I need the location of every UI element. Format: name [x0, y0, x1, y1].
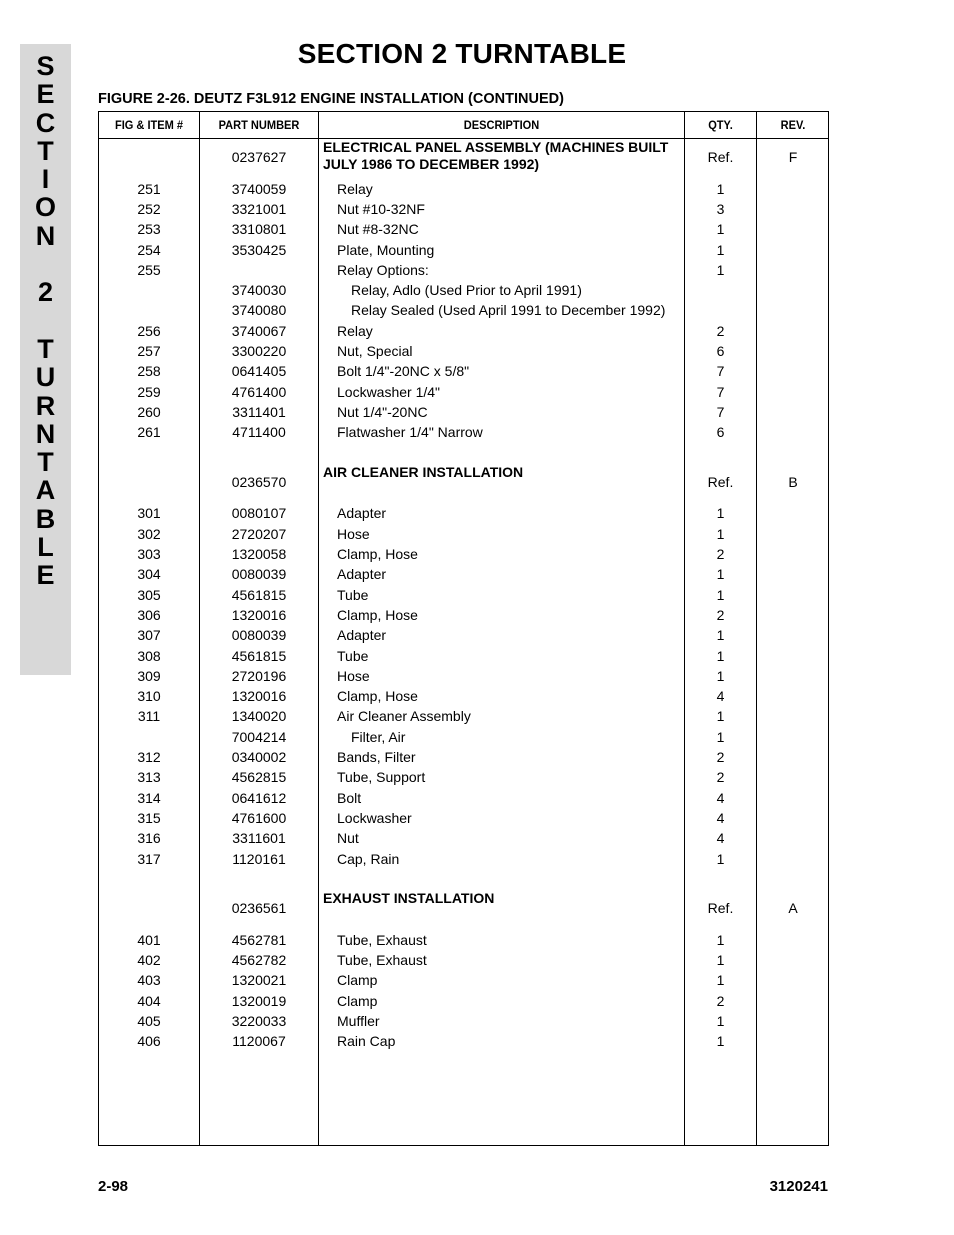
side-tab-letter: L [37, 532, 54, 563]
cell-description: Nut 1/4"-20NC [337, 403, 428, 420]
cell-part-number: 3311401 [232, 403, 286, 420]
cell-item-number: 309 [137, 667, 161, 684]
cell-part-number: 1120161 [232, 850, 286, 867]
cell-qty: 1 [716, 708, 725, 725]
cell-item-number: 305 [137, 586, 161, 603]
cell-description: Tube [337, 586, 369, 603]
cell-item-number: 313 [137, 769, 161, 786]
cell-part-number: 0080107 [231, 505, 287, 522]
section-side-tab-letters [20, 52, 71, 590]
cell-part-number: 1120067 [232, 1033, 286, 1050]
side-tab-letter: B [35, 503, 56, 534]
cell-description: Clamp, Hose [337, 606, 418, 623]
cell-qty: Ref. [707, 149, 734, 165]
cell-description: Rain Cap [337, 1033, 396, 1050]
cell-part-number: 1320019 [231, 992, 287, 1009]
cell-qty: 1 [716, 180, 725, 197]
cell-description: Plate, Mounting [337, 241, 435, 258]
cell-qty: 3 [716, 200, 725, 217]
cell-item-number: 304 [137, 566, 161, 583]
side-tab-letter: E [36, 560, 55, 591]
cell-item-number: 402 [137, 952, 161, 968]
cell-qty: 7 [716, 363, 725, 380]
cell-part-number: 3740030 [231, 282, 287, 299]
cell-item-number: 315 [137, 809, 161, 826]
cell-part-number: 4561815 [231, 586, 287, 603]
cell-description: Clamp, Hose [337, 546, 418, 562]
cell-description: Nut, Special [337, 343, 413, 359]
cell-qty: 1 [716, 667, 725, 684]
cell-item-number: 312 [137, 749, 161, 765]
cell-qty: 1 [716, 931, 725, 948]
cell-part-number: 4562781 [231, 931, 287, 948]
cell-part-number: 1320016 [231, 688, 287, 705]
cell-qty: 1 [716, 261, 725, 278]
cell-part-number: 3300220 [231, 343, 287, 359]
side-tab-letter: R [35, 390, 56, 421]
cell-qty: 1 [716, 972, 725, 989]
cell-qty: 1 [716, 952, 725, 968]
cell-description: Hose [337, 667, 370, 684]
cell-description: AIR CLEANER INSTALLATION [323, 463, 524, 480]
cell-part-number: 1320016 [231, 606, 287, 623]
side-tab-letter: N [35, 220, 56, 251]
parts-table [98, 111, 829, 1146]
cell-description: Relay Sealed (Used April 1991 to December 1992) [351, 302, 666, 319]
side-tab-letter: I [41, 164, 50, 195]
cell-description: Nut [337, 830, 359, 847]
cell-part-number: 3311601 [232, 830, 286, 847]
cell-qty: 4 [716, 789, 725, 806]
cell-description: Adapter [337, 505, 387, 522]
cell-qty: 4 [716, 688, 725, 705]
cell-item-number: 302 [137, 525, 161, 542]
cell-description: Relay, Adlo (Used Prior to April 1991) [351, 282, 582, 299]
cell-description: Cap, Rain [337, 850, 400, 867]
cell-item-number: 259 [137, 383, 161, 400]
cell-rev: A [788, 900, 798, 917]
cell-description: Adapter [337, 627, 387, 644]
document-number: 3120241 [769, 1178, 828, 1195]
cell-description: Tube, Exhaust [337, 952, 427, 968]
cell-description: Bolt [337, 789, 362, 806]
cell-description: Relay Options: [337, 261, 429, 278]
cell-description: Relay [337, 180, 373, 197]
side-tab-letter: C [35, 107, 56, 138]
cell-part-number: 1340020 [231, 708, 287, 725]
cell-description: Hose [337, 525, 370, 542]
cell-description: Tube, Exhaust [337, 931, 427, 948]
cell-item-number: 252 [137, 200, 161, 217]
cell-part-number: 0080039 [231, 566, 287, 583]
side-tab-letter: N [35, 418, 56, 449]
cell-description: Relay [337, 322, 373, 339]
cell-item-number: 258 [137, 363, 161, 380]
side-tab-letter: A [35, 475, 56, 506]
cell-description: Lockwasher 1/4" [337, 383, 441, 400]
cell-item-number: 303 [137, 546, 161, 562]
side-tab-letter: U [35, 362, 56, 393]
cell-part-number: 3321001 [231, 200, 287, 217]
col-header-rev: REV. [780, 118, 806, 132]
cell-description: Bands, Filter [337, 749, 416, 765]
cell-description: Clamp [337, 992, 378, 1009]
cell-item-number: 404 [137, 992, 161, 1009]
cell-qty: 2 [716, 322, 725, 339]
cell-qty: 4 [716, 809, 725, 826]
cell-item-number: 403 [137, 972, 161, 989]
cell-description: Clamp, Hose [337, 688, 418, 705]
side-tab-letter: T [37, 135, 54, 166]
cell-item-number: 317 [137, 850, 161, 867]
side-tab-letter: T [37, 333, 54, 364]
cell-part-number: 1320058 [231, 546, 287, 562]
cell-qty: 2 [716, 749, 725, 765]
side-tab-letter: E [36, 79, 55, 110]
side-tab-letter: 2 [37, 277, 54, 308]
column-divider [756, 112, 757, 1145]
cell-part-number: 4562815 [231, 769, 287, 786]
cell-qty: 2 [716, 992, 725, 1009]
cell-qty: 1 [716, 728, 725, 745]
col-header-item: FIG & ITEM # [114, 118, 184, 132]
cell-qty: 2 [716, 546, 725, 562]
cell-description: ELECTRICAL PANEL ASSEMBLY (MACHINES BUILT JULY 1986 TO DECEMBER 1992) [323, 139, 669, 172]
cell-qty: 1 [716, 850, 725, 867]
cell-item-number: 316 [137, 830, 161, 847]
side-tab-letter: T [37, 447, 54, 478]
cell-description: Flatwasher 1/4" Narrow [337, 424, 483, 441]
cell-qty: 1 [716, 1033, 725, 1050]
col-header-qty: QTY. [708, 118, 733, 132]
cell-qty: 1 [716, 525, 725, 542]
cell-item-number: 314 [137, 789, 161, 806]
cell-part-number: 0340002 [231, 749, 287, 765]
cell-part-number: 4761400 [231, 383, 287, 400]
cell-qty: Ref. [707, 473, 734, 490]
cell-part-number: 0236561 [231, 900, 287, 917]
cell-item-number: 401 [137, 931, 161, 948]
cell-description: Filter, Air [351, 728, 406, 745]
cell-qty: 1 [716, 1012, 725, 1029]
cell-qty: 6 [716, 424, 725, 441]
cell-qty: 1 [716, 505, 725, 522]
cell-item-number: 311 [137, 708, 161, 725]
cell-item-number: 255 [137, 261, 161, 278]
cell-part-number: 0237627 [231, 149, 287, 165]
column-divider [318, 112, 319, 1145]
cell-part-number: 4562782 [231, 952, 287, 968]
cell-part-number: 0641612 [231, 789, 287, 806]
cell-part-number: 3740067 [231, 322, 287, 339]
cell-description: Muffler [337, 1012, 380, 1029]
cell-qty: 1 [716, 566, 725, 583]
cell-qty: 1 [716, 586, 725, 603]
cell-qty: 7 [716, 383, 725, 400]
cell-item-number: 310 [137, 688, 161, 705]
cell-part-number: 0236570 [231, 473, 287, 490]
cell-item-number: 301 [137, 505, 161, 522]
cell-item-number: 253 [137, 221, 161, 238]
cell-part-number: 3740080 [231, 302, 287, 319]
cell-description: Nut #10-32NF [337, 200, 425, 217]
cell-item-number: 308 [137, 647, 161, 664]
cell-description: Adapter [337, 566, 387, 583]
col-header-part-number: PART NUMBER [218, 118, 300, 132]
cell-description: Air Cleaner Assembly [337, 708, 471, 725]
page-number: 2-98 [98, 1178, 129, 1195]
cell-item-number: 405 [137, 1012, 161, 1029]
cell-part-number: 3220033 [231, 1012, 287, 1029]
cell-qty: 2 [716, 606, 725, 623]
cell-part-number: 3310801 [231, 221, 287, 238]
cell-description: Nut #8-32NC [337, 221, 419, 238]
cell-rev: B [788, 473, 798, 490]
col-header-description: DESCRIPTION [463, 118, 540, 132]
cell-qty: 1 [716, 627, 725, 644]
cell-rev: F [788, 149, 798, 165]
cell-item-number: 307 [137, 627, 161, 644]
cell-qty: Ref. [707, 900, 734, 917]
figure-title: FIGURE 2-26. DEUTZ F3L912 ENGINE INSTALLATION (CONTINUED) [98, 91, 564, 107]
cell-item-number: 257 [137, 343, 161, 359]
cell-description: EXHAUST INSTALLATION [323, 890, 495, 907]
cell-qty: 7 [716, 403, 725, 420]
cell-qty: 6 [716, 343, 725, 359]
cell-part-number: 0641405 [231, 363, 287, 380]
cell-item-number: 251 [137, 180, 161, 197]
cell-qty: 4 [716, 830, 725, 847]
cell-item-number: 406 [137, 1033, 161, 1050]
cell-description: Lockwasher [337, 809, 412, 826]
cell-description: Bolt 1/4"-20NC x 5/8" [337, 363, 470, 380]
cell-item-number: 256 [137, 322, 161, 339]
cell-item-number: 260 [137, 403, 161, 420]
cell-part-number: 2720207 [231, 525, 287, 542]
cell-item-number: 254 [137, 241, 161, 258]
cell-description: Tube, Support [337, 769, 426, 786]
cell-part-number: 4561815 [231, 647, 287, 664]
cell-qty: 2 [716, 769, 725, 786]
cell-part-number: 2720196 [231, 667, 287, 684]
page-title: SECTION 2 TURNTABLE [297, 38, 627, 69]
cell-part-number: 3740059 [231, 180, 287, 197]
cell-qty: 1 [716, 241, 725, 258]
cell-qty: 1 [716, 647, 725, 664]
cell-part-number: 4761600 [231, 809, 287, 826]
cell-part-number: 7004214 [231, 728, 287, 745]
cell-qty: 1 [716, 221, 725, 238]
cell-description: Clamp [337, 972, 378, 989]
side-tab-letter: S [36, 51, 55, 81]
cell-item-number: 306 [137, 606, 161, 623]
cell-part-number: 4711400 [232, 424, 286, 441]
cell-part-number: 3530425 [231, 241, 287, 258]
side-tab-letter: O [34, 192, 56, 223]
cell-description: Tube [337, 647, 369, 664]
cell-part-number: 1320021 [231, 972, 287, 989]
cell-part-number: 0080039 [231, 627, 287, 644]
cell-item-number: 261 [137, 424, 161, 441]
